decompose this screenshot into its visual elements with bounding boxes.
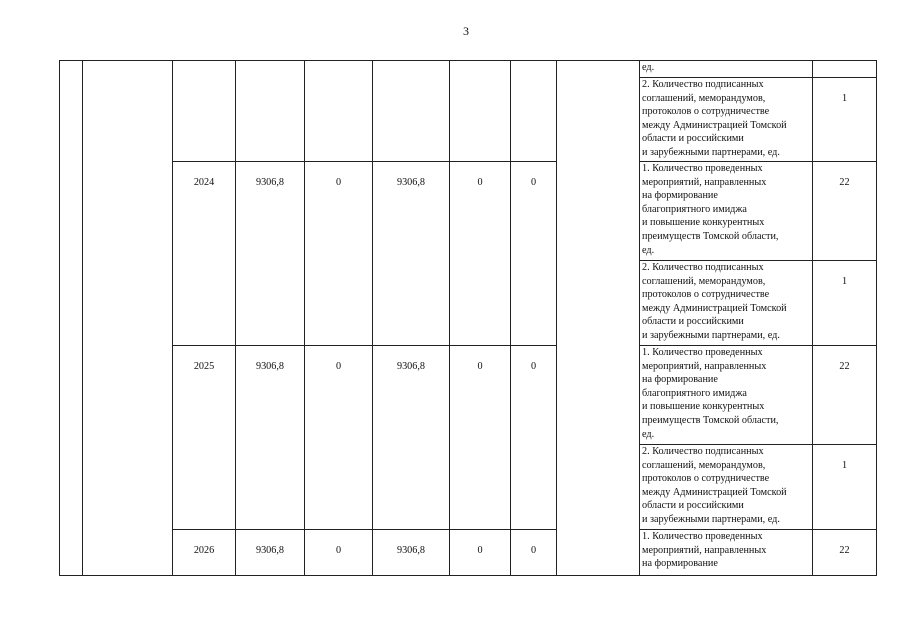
other-cell: 0 xyxy=(511,346,557,530)
table-row xyxy=(60,162,877,261)
federal-cell xyxy=(305,61,373,162)
value-cell: 22 xyxy=(813,530,877,576)
federal-cell: 0 xyxy=(305,346,373,530)
total-cell xyxy=(236,61,305,162)
program-table xyxy=(59,60,877,576)
local-cell: 0 xyxy=(450,346,511,530)
table-row xyxy=(60,530,877,576)
value-cell: 22 xyxy=(813,162,877,261)
other-cell: 0 xyxy=(511,530,557,576)
page-number: 3 xyxy=(463,24,469,38)
other-cell xyxy=(511,61,557,162)
value-cell: 22 xyxy=(813,346,877,445)
indicator-cell: 1. Количество проведенных мероприятий, направленных на формирование xyxy=(640,530,813,576)
indicator-cell: ед. xyxy=(640,61,813,78)
indicator-cell: 2. Количество подписанных соглашений, меморандумов, протоколов о сотрудничестве между Администрацией Томской области и российскими и зарубежными партнерами, ед. xyxy=(640,78,813,162)
total-cell: 9306,8 xyxy=(236,530,305,576)
total-cell: 9306,8 xyxy=(236,346,305,530)
year-cell: 2024 xyxy=(173,162,236,346)
empty-cell-col9 xyxy=(557,61,640,576)
table-row xyxy=(60,346,877,445)
value-cell: 1 xyxy=(813,78,877,162)
local-cell xyxy=(450,61,511,162)
indicator-cell: 2. Количество подписанных соглашений, меморандумов, протоколов о сотрудничестве между Администрацией Томской области и российскими и зарубежными партнерами, ед. xyxy=(640,261,813,346)
indicator-cell: 2. Количество подписанных соглашений, меморандумов, протоколов о сотрудничестве между Администрацией Томской области и российскими и зарубежными партнерами, ед. xyxy=(640,445,813,530)
regional-cell xyxy=(373,61,450,162)
year-cell: 2025 xyxy=(173,346,236,530)
regional-cell: 9306,8 xyxy=(373,162,450,346)
value-cell: 1 xyxy=(813,261,877,346)
year-cell xyxy=(173,61,236,162)
regional-cell: 9306,8 xyxy=(373,530,450,576)
indicator-cell: 1. Количество проведенных мероприятий, направленных на формирование благоприятного имиджа и повышение конкурентных преимуществ Томской области, ед. xyxy=(640,162,813,261)
other-cell: 0 xyxy=(511,162,557,346)
table-row xyxy=(60,61,877,78)
regional-cell: 9306,8 xyxy=(373,346,450,530)
local-cell: 0 xyxy=(450,530,511,576)
empty-cell-col2 xyxy=(83,61,173,576)
empty-cell-col1 xyxy=(60,61,83,576)
total-cell: 9306,8 xyxy=(236,162,305,346)
local-cell: 0 xyxy=(450,162,511,346)
year-cell: 2026 xyxy=(173,530,236,576)
federal-cell: 0 xyxy=(305,530,373,576)
value-cell xyxy=(813,61,877,78)
indicator-cell: 1. Количество проведенных мероприятий, направленных на формирование благоприятного имиджа и повышение конкурентных преимуществ Томской области, ед. xyxy=(640,346,813,445)
federal-cell: 0 xyxy=(305,162,373,346)
value-cell: 1 xyxy=(813,445,877,530)
